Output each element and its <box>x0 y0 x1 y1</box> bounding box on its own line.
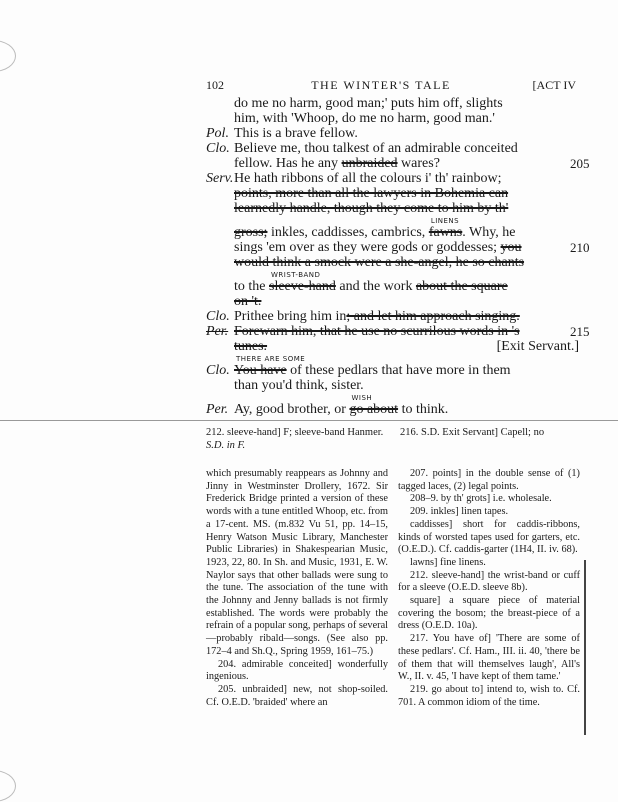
verse-line <box>206 156 590 171</box>
struck-text: gross; <box>234 225 268 240</box>
struck-text: points, more than all the lawyers in Bohemia can <box>234 186 509 201</box>
deleted-text-group <box>234 186 508 201</box>
verse-text: This is a brave fellow. <box>234 126 358 141</box>
verse-text: He hath ribbons of all the colours i' th' rainbow; <box>234 171 502 186</box>
deleted-text-group <box>234 201 508 216</box>
verse-line <box>206 309 551 324</box>
commentary-right-column <box>398 468 580 709</box>
verse-text: wares? <box>397 156 440 171</box>
deleted-text-group <box>234 294 261 309</box>
verse-line <box>206 126 551 141</box>
struck-text: go about <box>349 402 399 417</box>
commentary-note: square] a square piece of material covering the bosom; the breast-piece of a dress (O.E.D. 10a). <box>398 595 580 632</box>
line-number: 210 <box>570 240 590 255</box>
verse-line <box>206 96 551 111</box>
commentary-note: 205. unbraided] new, not shop-soiled. Cf. O.E.D. 'braided' where an <box>206 683 388 708</box>
verse-line <box>206 378 551 393</box>
speaker-name: Clo. <box>206 141 230 156</box>
verse-line <box>206 339 579 354</box>
struck-text: You have <box>234 363 287 378</box>
deleted-text-group <box>234 324 520 339</box>
struck-text: unbraided <box>341 156 398 171</box>
deleted-text-group <box>501 240 522 255</box>
scan-edge-mark <box>0 770 16 802</box>
verse-line <box>206 271 551 294</box>
handwritten-annotation: THERE ARE SOME <box>236 355 306 363</box>
deleted-text-group <box>234 225 267 240</box>
verse-line <box>206 217 551 240</box>
commentary-note: 219. go about to] intend to, wish to. Cf. 701. A common idiom of the time. <box>398 683 580 708</box>
deleted-text-group <box>269 271 336 294</box>
collation-note: S.D. in F. <box>206 440 246 451</box>
collation-notes <box>206 426 578 452</box>
verse-line <box>206 186 551 201</box>
struck-text: learnedly handle, though they come to him by th' <box>234 201 509 216</box>
commentary-left-column <box>206 468 388 709</box>
verse-text: than you'd think, sister. <box>234 378 364 393</box>
verse-text: to think. <box>398 402 449 417</box>
commentary-note: 207. points] in the double sense of (1) tagged laces, (2) legal points. <box>398 468 580 492</box>
act-label: [ACT IV <box>532 78 576 92</box>
commentary-note: 217. You have of] 'There are some of these pedlars'. Cf. Ham., III. ii. 40, 'there be of them that will themselves laugh', All's W., II. v. 45, 'I have kept of them tame.' <box>398 633 580 683</box>
page-number: 102 <box>206 78 224 92</box>
collation-note: 216. S.D. Exit Servant] Capell; no <box>400 427 545 438</box>
deleted-text-group <box>349 394 399 417</box>
verse-line <box>206 324 590 339</box>
handwritten-annotation: WISH <box>351 394 373 402</box>
deleted-text-group <box>234 355 306 378</box>
line-number: 215 <box>570 324 590 339</box>
collation-note: 212. sleeve-hand] F; sleeve-band Hanmer. <box>206 427 384 438</box>
struck-text: about the square <box>415 279 508 294</box>
scan-edge-mark <box>0 40 16 72</box>
stage-direction: [Exit Servant.] <box>496 339 579 354</box>
deleted-text-group <box>428 217 463 240</box>
verse-line <box>206 111 551 126</box>
verse-line <box>206 201 551 216</box>
verse-text: Prithee bring him in <box>234 309 347 324</box>
commentary-note: 209. inkles] linen tapes. <box>410 506 509 518</box>
speaker-name: Per. <box>206 402 229 417</box>
struck-text: sleeve-hand <box>269 279 336 294</box>
handwritten-annotation: WRIST-BAND <box>271 271 321 279</box>
commentary-note: 208–9. by th' grots] i.e. wholesale. <box>410 493 552 505</box>
struck-text: Forewarn him, that he use no scurrilous words in 's <box>234 324 520 339</box>
verse-text: of these pedlars that have more in them <box>286 363 511 378</box>
struck-text: on 't. <box>234 294 262 309</box>
verse-text: and the work <box>335 279 416 294</box>
handwritten-annotation: LINENS <box>430 217 460 225</box>
footnote-rule <box>0 420 618 421</box>
deleted-text-group <box>234 339 267 354</box>
commentary-note: 204. admirable conceited] wonderfully ingenious. <box>206 658 388 683</box>
speaker-name: Clo. <box>206 363 230 378</box>
speaker-name: Pol. <box>206 126 229 141</box>
deleted-text-group <box>234 255 524 270</box>
commentary-note: lawns] fine linens. <box>410 556 486 568</box>
struck-text: would think a smock were a she-angel, he so chants <box>234 255 525 270</box>
verse-text: Ay, good brother, or <box>234 402 350 417</box>
verse-text: Believe me, thou talkest of an admirable conceited <box>234 141 518 156</box>
struck-text: fawns <box>428 225 463 240</box>
deleted-text-group <box>342 156 398 171</box>
running-title: THE WINTER'S TALE <box>311 78 451 92</box>
commentary-note: 212. sleeve-hand] the wrist-band or cuff for a sleeve (O.E.D. sleeve 8b). <box>398 569 580 594</box>
commentary-note: which presumably reappears as Johnny and Jinny in Westminster Drollery, 1672. Sir Frederick Bridge printed a version of these words with a tune entitled Whoop, etc. from a 17-cent. MS. (m.832 Vu 51, pp. 14–15, Henry Watson Music Library, Manchester Public Libraries) in Shakespearian Music, 1923, 22, 80. In Sh. and Music, 1931, E. W. Naylor says that other ballads were sung to the tune. The association of the tune with the Johnny and Jenny ballads is not firmly established. The words were probably the refrain of a popular song, perhaps of several—probably ribald—songs. (See also pp. 172–4 and Sh.Q., Spring 1959, 161–75.) <box>206 468 388 657</box>
line-number: 205 <box>570 156 590 171</box>
struck-text: ; and let him approach singing. <box>346 309 520 324</box>
verse-line <box>206 240 590 255</box>
running-header <box>206 78 576 94</box>
scan-binding-shadow <box>584 560 586 735</box>
play-text <box>206 96 590 417</box>
verse-text: sings 'em over as they were gods or goddesses; <box>234 240 501 255</box>
verse-line <box>206 394 551 417</box>
verse-line <box>206 171 551 186</box>
verse-line <box>206 294 551 309</box>
verse-line <box>206 355 551 378</box>
verse-text: inkles, caddisses, cambrics, <box>267 225 429 240</box>
verse-line <box>206 255 551 270</box>
verse-text: fellow. Has he any <box>234 156 342 171</box>
commentary-note: caddisses] short for caddis-ribbons, kinds of worsted tapes used for garters, etc. (O.E.D.). Cf. caddis-garter (1H4, II. iv. 68). <box>398 518 580 556</box>
verse-text: do me no harm, good man;' puts him off, slights <box>234 96 503 111</box>
struck-text: you <box>500 240 522 255</box>
verse-text: him, with 'Whoop, do me no harm, good man.' <box>234 111 495 126</box>
struck-text: tunes. <box>234 339 268 354</box>
verse-line <box>206 141 551 156</box>
deleted-text-group <box>346 309 519 324</box>
speaker-name: Per. <box>206 324 229 339</box>
verse-text: to the <box>234 279 269 294</box>
speaker-name: Serv. <box>206 171 234 186</box>
speaker-name: Clo. <box>206 309 230 324</box>
deleted-text-group <box>416 279 508 294</box>
verse-text: . Why, he <box>462 225 516 240</box>
